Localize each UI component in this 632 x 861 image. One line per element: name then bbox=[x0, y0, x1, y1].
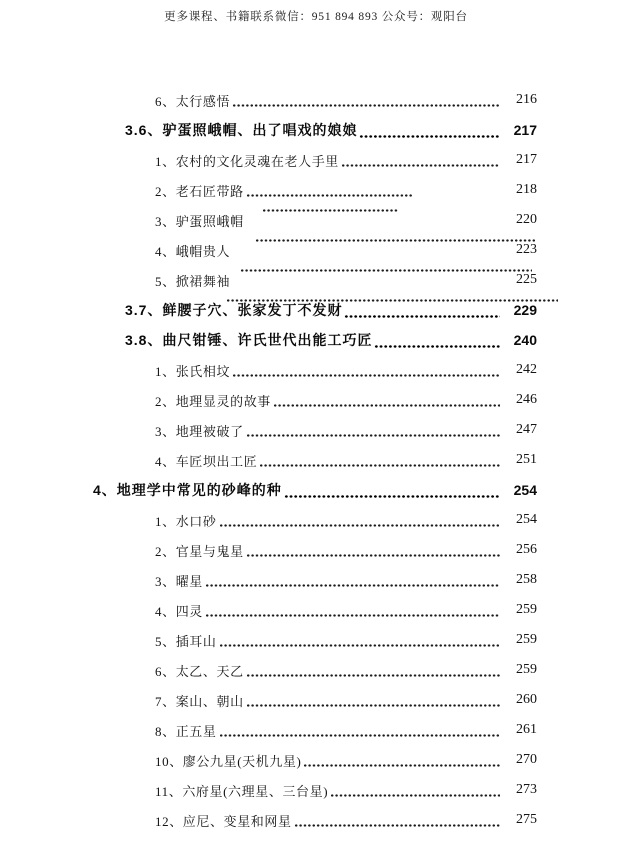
toc-entry-label: 1、农村的文化灵魂在老人手里 bbox=[155, 153, 339, 169]
toc-entry bbox=[0, 655, 632, 685]
toc-entry-page-number: 254 bbox=[513, 482, 537, 498]
toc-entry-label: 8、正五星 bbox=[155, 723, 217, 739]
toc-entry-page-number: 247 bbox=[516, 422, 537, 437]
toc-entry-page-number: 217 bbox=[513, 122, 537, 138]
toc-entry-label: 2、老石匠带路 bbox=[155, 183, 244, 199]
toc-entry-page-number: 229 bbox=[513, 302, 537, 318]
dot-leader bbox=[246, 554, 500, 557]
toc-entry-label: 5、掀裙舞袖 bbox=[155, 273, 231, 289]
toc-entry-page-number: 256 bbox=[516, 542, 537, 557]
toc-entry-page-number: 246 bbox=[516, 392, 537, 407]
dot-leader bbox=[303, 764, 500, 767]
toc-entry-label: 4、地理学中常见的砂峰的种 bbox=[93, 482, 282, 498]
toc-entry bbox=[0, 505, 632, 535]
dot-leader bbox=[246, 434, 500, 437]
dot-leader bbox=[219, 644, 500, 647]
toc-entry-page-number: 260 bbox=[516, 692, 537, 707]
toc-entry bbox=[0, 715, 632, 745]
toc-entry-page-number: 216 bbox=[516, 92, 537, 107]
toc-entry-page-number: 240 bbox=[513, 332, 537, 348]
toc-entry-page-number: 218 bbox=[516, 182, 537, 197]
toc-entry-page-number: 259 bbox=[516, 662, 537, 677]
dot-leader bbox=[205, 614, 500, 617]
toc-entry-label: 6、太乙、天乙 bbox=[155, 663, 244, 679]
toc-entry-label: 3、地理被破了 bbox=[155, 423, 244, 439]
toc-entry-label: 7、案山、朝山 bbox=[155, 693, 244, 709]
table-of-contents bbox=[0, 85, 632, 835]
toc-entry bbox=[0, 565, 632, 595]
raised-dot-leader bbox=[255, 239, 535, 242]
dot-leader bbox=[246, 674, 500, 677]
dot-leader bbox=[232, 374, 500, 377]
toc-entry bbox=[0, 775, 632, 805]
dot-leader bbox=[294, 824, 500, 827]
toc-entry bbox=[0, 475, 632, 505]
toc-entry-page-number: 217 bbox=[516, 152, 537, 167]
raised-dot-leader bbox=[262, 209, 398, 212]
dot-leader bbox=[246, 704, 500, 707]
dot-leader bbox=[205, 584, 500, 587]
toc-entry-label: 1、张氏相坟 bbox=[155, 363, 231, 379]
toc-entry-label: 12、应尼、变星和网星 bbox=[155, 813, 292, 829]
toc-entry bbox=[0, 145, 632, 175]
toc-entry-label: 3、曜星 bbox=[155, 573, 203, 589]
toc-entry bbox=[0, 385, 632, 415]
toc-entry bbox=[0, 745, 632, 775]
toc-entry-page-number: 259 bbox=[516, 632, 537, 647]
toc-entry bbox=[0, 805, 632, 835]
toc-entry-label: 4、峨帽贵人 bbox=[155, 243, 231, 259]
toc-entry-label: 4、车匠坝出工匠 bbox=[155, 453, 258, 469]
toc-entry bbox=[0, 355, 632, 385]
raised-dot-leader bbox=[240, 269, 532, 272]
watermark-header: 更多课程、书籍联系微信：951 894 893 公众号：观阳台 bbox=[164, 11, 468, 23]
toc-entry bbox=[0, 415, 632, 445]
toc-entry-label: 4、四灵 bbox=[155, 603, 203, 619]
toc-entry bbox=[0, 85, 632, 115]
dot-leader bbox=[359, 135, 500, 138]
toc-entry-label: 2、官星与鬼星 bbox=[155, 543, 244, 559]
toc-entry-page-number: 270 bbox=[516, 752, 537, 767]
toc-entry bbox=[0, 595, 632, 625]
toc-entry bbox=[0, 175, 632, 205]
dot-leader bbox=[232, 104, 500, 107]
toc-entry-label: 3、驴蛋照峨帽 bbox=[155, 213, 244, 229]
toc-entry-page-number: 251 bbox=[516, 452, 537, 467]
toc-entry-page-number: 275 bbox=[516, 812, 537, 827]
toc-entry-page-number: 259 bbox=[516, 602, 537, 617]
toc-entry-page-number: 225 bbox=[516, 272, 537, 287]
dot-leader bbox=[273, 404, 500, 407]
toc-entry-page-number: 242 bbox=[516, 362, 537, 377]
dot-leader bbox=[344, 315, 500, 318]
toc-entry-label: 3.8、曲尺钳锤、许氏世代出能工巧匠 bbox=[125, 332, 373, 348]
toc-entry-label: 10、廖公九星(天机九星) bbox=[155, 753, 302, 769]
toc-entry-label: 5、插耳山 bbox=[155, 633, 217, 649]
toc-entry-label: 11、六府星(六理星、三台星) bbox=[155, 783, 329, 799]
dot-leader bbox=[259, 464, 500, 467]
toc-entry-label: 6、太行感悟 bbox=[155, 93, 231, 109]
toc-entry-page-number: 223 bbox=[516, 242, 537, 257]
raised-dot-leader bbox=[226, 299, 558, 302]
dot-leader bbox=[219, 524, 500, 527]
toc-entry bbox=[0, 325, 632, 355]
toc-entry-label: 3.6、驴蛋照峨帽、出了唱戏的娘娘 bbox=[125, 122, 358, 138]
dot-leader bbox=[284, 495, 500, 498]
dot-leader bbox=[219, 734, 500, 737]
dot-leader bbox=[246, 194, 412, 197]
dot-leader bbox=[341, 164, 500, 167]
toc-entry-label: 3.7、鲜腰子穴、张家发丁不发财 bbox=[125, 302, 343, 318]
toc-entry-page-number: 261 bbox=[516, 722, 537, 737]
toc-entry bbox=[0, 445, 632, 475]
toc-entry bbox=[0, 535, 632, 565]
toc-entry-page-number: 220 bbox=[516, 212, 537, 227]
toc-entry bbox=[0, 625, 632, 655]
toc-entry bbox=[0, 235, 632, 265]
toc-entry-page-number: 273 bbox=[516, 782, 537, 797]
toc-entry bbox=[0, 265, 632, 295]
dot-leader bbox=[330, 794, 500, 797]
toc-entry-page-number: 254 bbox=[516, 512, 537, 527]
toc-entry bbox=[0, 115, 632, 145]
toc-entry-label: 2、地理显灵的故事 bbox=[155, 393, 271, 409]
toc-entry bbox=[0, 685, 632, 715]
toc-entry-label: 1、水口砂 bbox=[155, 513, 217, 529]
toc-entry bbox=[0, 295, 632, 325]
toc-entry bbox=[0, 205, 632, 235]
dot-leader bbox=[374, 345, 500, 348]
toc-entry-page-number: 258 bbox=[516, 572, 537, 587]
